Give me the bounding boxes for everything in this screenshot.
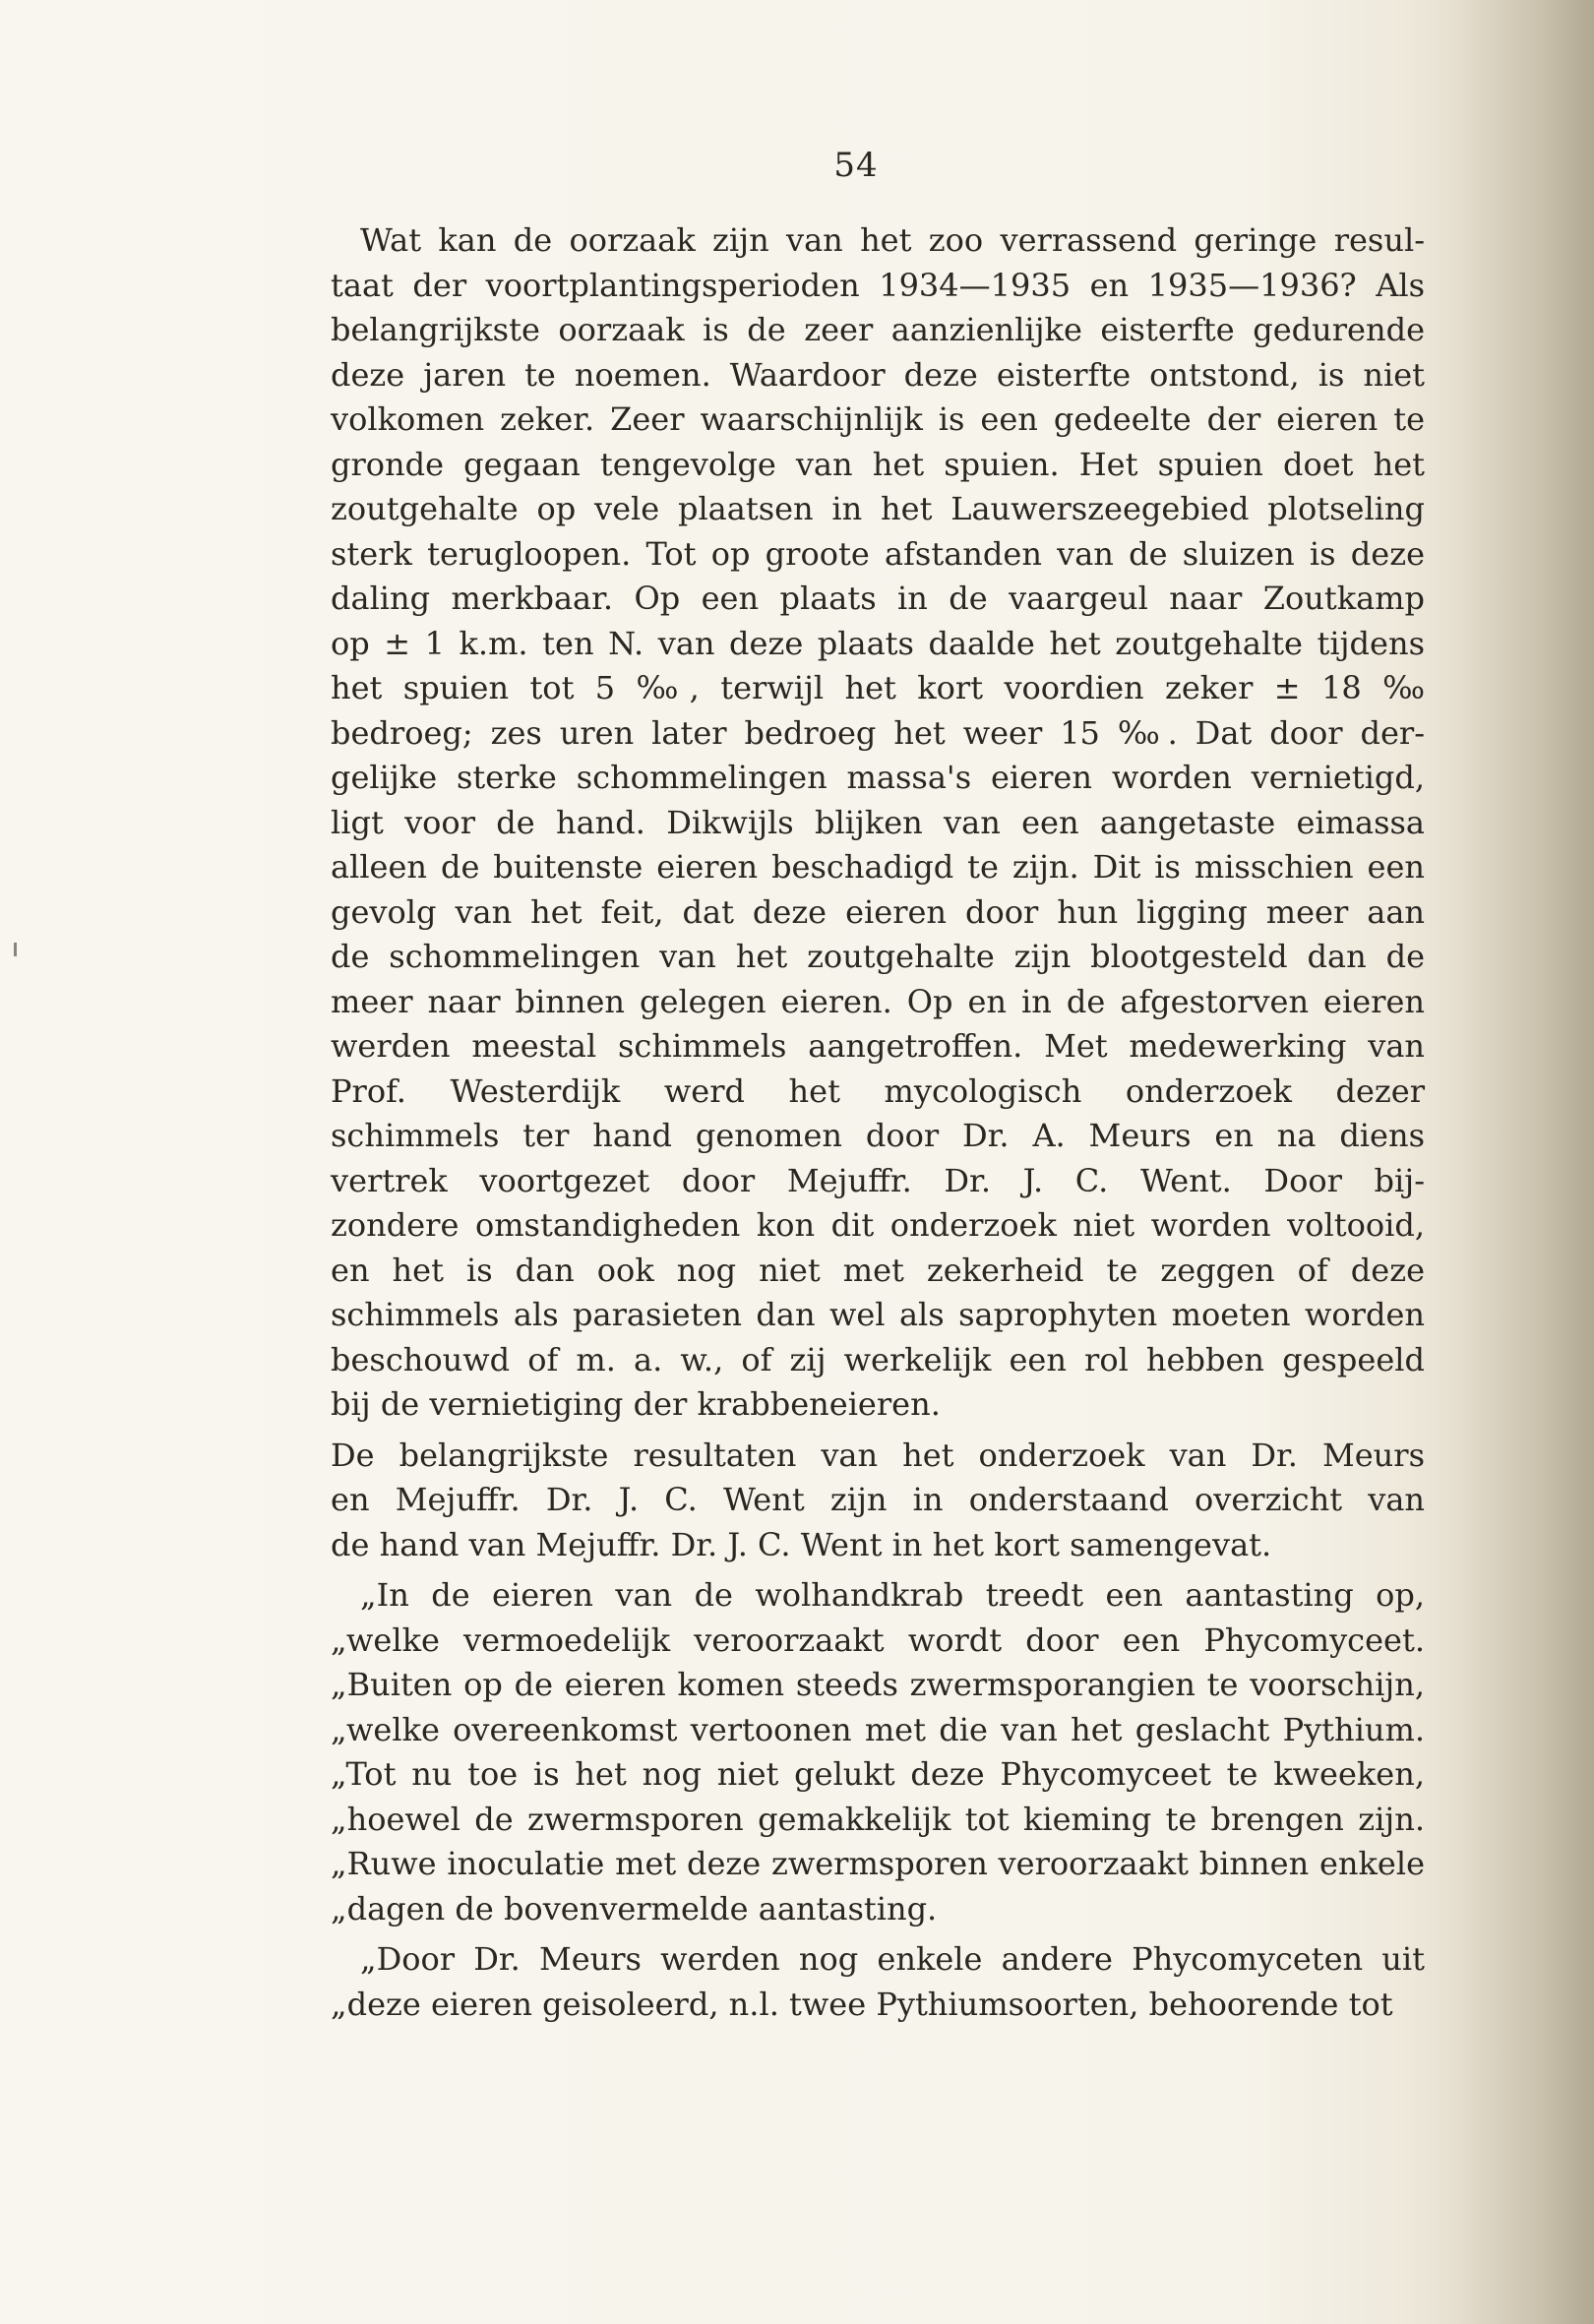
text-line: „Ruwe inoculatie met deze zwermsporen veroorzaakt binnen enkele [331,1845,1425,1882]
text-line: de hand van Mejuffr. Dr. J. C. Went in het kort samengevat. [331,1525,1272,1563]
text-line: op ± 1 k.m. ten N. van deze plaats daalde het zoutgehalte tijdens [331,624,1425,662]
paragraph [331,1434,1425,1568]
text-line: zoutgehalte op vele plaatsen in het Lauwerszeegebied plotseling [331,490,1425,527]
text-line: „welke vermoedelijk veroorzaakt wordt door een Phycomyceet. [331,1621,1425,1659]
text-line: Wat kan de oorzaak zijn van het zoo verrassend geringe resul- [360,221,1425,259]
text-line: Prof. Westerdijk werd het mycologisch onderzoek dezer [331,1071,1425,1110]
text-line: en Mejuffr. Dr. J. C. Went zijn in onderstaand overzicht van [331,1481,1425,1518]
text-line: bedroeg; zes uren later bedroeg het weer 15 ‰. Dat door der- [331,713,1425,752]
text-line: daling merkbaar. Op een plaats in de vaargeul naar Zoutkamp [331,580,1425,617]
text-line: beschouwd of m. a. w., of zij werkelijk een rol hebben gespeeld [331,1340,1425,1378]
text-line: werden meestal schimmels aangetroffen. Met medewerking van [331,1027,1425,1065]
body-text [331,218,1425,2027]
text-line: alleen de buitenste eieren beschadigd te zijn. Dit is misschien een [331,848,1425,886]
text-line: het spuien tot 5 ‰, terwijl het kort voordien zeker ± 18 ‰ [331,669,1425,706]
text-line: sterk terugloopen. Tot op groote afstanden van de sluizen is deze [331,534,1425,573]
text-line: „Tot nu toe is het nog niet gelukt deze Phycomyceet te kweeken, [331,1755,1425,1793]
page-edge-shadow [1456,0,1594,2324]
text-line: „Buiten op de eieren komen steeds zwermsporangien te voorschijn, [331,1666,1425,1703]
text-line: zondere omstandigheden kon dit onderzoek niet worden voltooid, [331,1206,1425,1244]
text-line: en het is dan ook nog niet met zekerheid te zeggen of deze [331,1251,1425,1289]
text-line: schimmels ter hand genomen door Dr. A. Meurs en na diens [331,1117,1425,1154]
text-line: „Door Dr. Meurs werden nog enkele andere Phycomyceten uit [360,1940,1425,1978]
paragraph [331,1573,1425,1931]
paragraph [331,218,1425,1428]
text-line: „deze eieren geisoleerd, n.l. twee Pythiumsoorten, behoorende tot [331,1985,1393,2023]
text-line: volkomen zeker. Zeer waarschijnlijk is een gedeelte der eieren te [331,400,1425,438]
page-number: 54 [833,146,879,185]
text-line: belangrijkste oorzaak is de zeer aanzienlijke eisterfte gedurende [331,311,1425,348]
text-line: vertrek voortgezet door Mejuffr. Dr. J. C. Went. Door bij- [331,1161,1425,1199]
margin-mark [14,943,17,956]
text-line: schimmels als parasieten dan wel als saprophyten moeten worden [331,1296,1425,1333]
text-line: „In de eieren van de wolhandkrab treedt een aantasting op, [360,1576,1425,1614]
text-line: gevolg van het feit, dat deze eieren door hun ligging meer aan [331,892,1425,931]
paragraph [331,1937,1425,2027]
text-line: gelijke sterke schommelingen massa's eieren worden vernietigd, [331,759,1425,796]
text-line: ligt voor de hand. Dikwijls blijken van een aangetaste eimassa [331,803,1425,841]
text-line: gronde gegaan tengevolge van het spuien. Het spuien doet het [331,445,1425,483]
text-line: taat der voortplantingsperioden 1934—1935 en 1935—1936? Als [331,266,1425,304]
text-line: de schommelingen van het zoutgehalte zijn blootgesteld dan de [331,938,1425,975]
text-line: „dagen de bovenvermelde aantasting. [331,1889,938,1927]
text-line: „hoewel de zwermsporen gemakkelijk tot kieming te brengen zijn. [331,1800,1425,1838]
text-line: bij de vernietiging der krabbeneieren. [331,1385,941,1423]
text-line: deze jaren te noemen. Waardoor deze eisterfte ontstond, is niet [331,355,1425,394]
text-line: De belangrijkste resultaten van het onderzoek van Dr. Meurs [331,1436,1425,1474]
text-line: „welke overeenkomst vertoonen met die van het geslacht Pythium. [331,1710,1425,1748]
text-line: meer naar binnen gelegen eieren. Op en in de afgestorven eieren [331,982,1425,1020]
